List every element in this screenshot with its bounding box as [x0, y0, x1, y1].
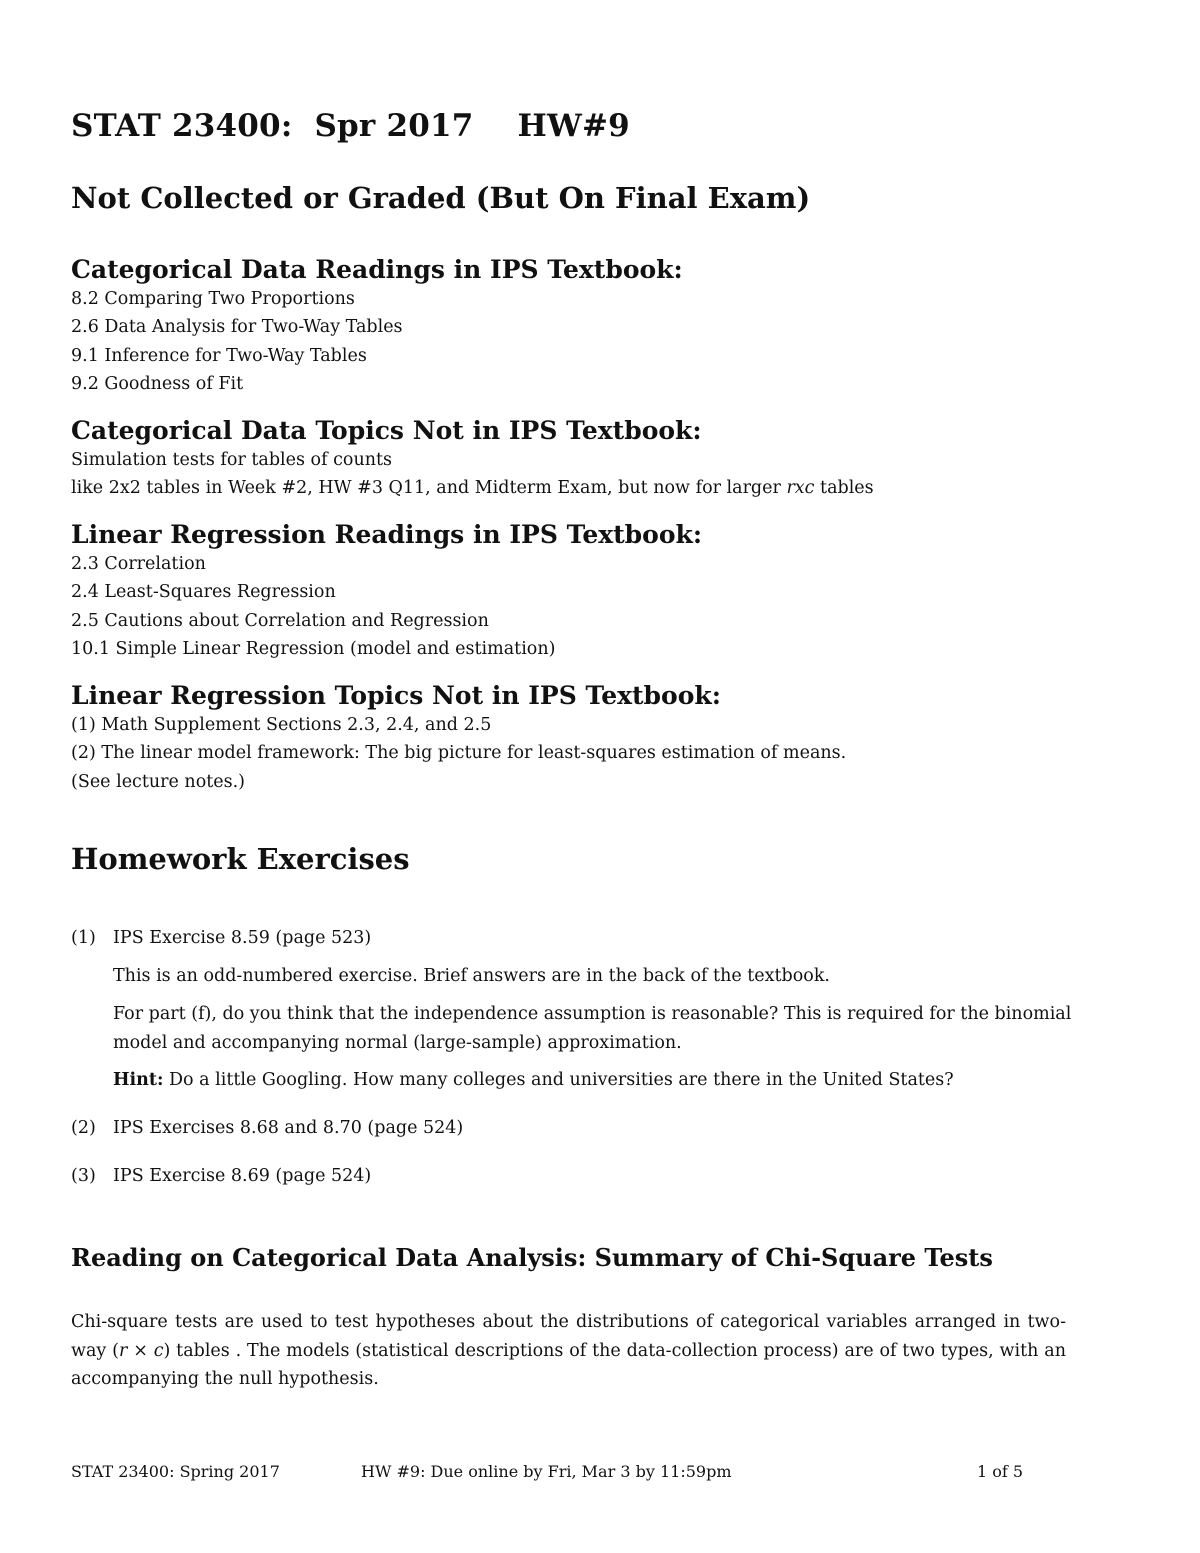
list-item: 8.2 Comparing Two Proportions	[71, 289, 355, 309]
exercise-2	[71, 1114, 463, 1143]
page-title: STAT 23400: Spr 2017 HW#9	[71, 108, 630, 144]
list-item: (1) Math Supplement Sections 2.3, 2.4, and 2.5	[71, 715, 492, 735]
exercise-number: (3)	[71, 1166, 96, 1186]
text-span: Chi-square tests are used to test hypotheses about the distributions of categorical variables arranged in two-way (	[71, 1312, 1066, 1361]
math-rxc: rxc	[786, 478, 815, 499]
exercise-number: (1)	[71, 928, 96, 948]
section-heading: Linear Regression Readings in IPS Textbook:	[71, 520, 703, 549]
exercise-number: (2)	[71, 1118, 96, 1138]
exercise-text: IPS Exercises 8.68 and 8.70 (page 524)	[113, 1118, 464, 1138]
exercise-1-note: This is an odd-numbered exercise. Brief answers are in the back of the textbook.	[113, 966, 830, 986]
page-subtitle: Not Collected or Graded (But On Final Exam)	[71, 181, 811, 215]
section-heading: Categorical Data Readings in IPS Textbook:	[71, 255, 683, 284]
footer-center: HW #9: Due online by Fri, Mar 3 by 11:59pm	[361, 1462, 732, 1481]
footer-page-number: 1 of 5	[977, 1462, 1024, 1481]
exercise-1-question: For part (f), do you think that the independence assumption is reasonable? This is required for the binomial model and accompanying normal (large-sample) approximation.	[113, 1004, 1072, 1053]
list-item: (2) The linear model framework: The big picture for least-squares estimation of means.	[71, 743, 847, 764]
list-item: 10.1 Simple Linear Regression (model and estimation)	[71, 638, 556, 659]
list-item: 2.5 Cautions about Correlation and Regression	[71, 610, 489, 631]
exercise-3	[71, 1162, 371, 1191]
reading-heading: Reading on Categorical Data Analysis: Summary of Chi-Square Tests	[71, 1243, 993, 1272]
footer-left: STAT 23400: Spring 2017	[71, 1462, 280, 1481]
list-item	[71, 474, 874, 502]
list-item: 9.2 Goodness of Fit	[71, 373, 244, 394]
list-item: 9.1 Inference for Two-Way Tables	[71, 345, 367, 366]
section-regression-topics	[71, 681, 846, 796]
homework-heading: Homework Exercises	[71, 842, 410, 876]
section-regression-readings	[71, 520, 702, 663]
list-item: 2.3 Correlation	[71, 554, 206, 574]
section-heading: Categorical Data Topics Not in IPS Textbook:	[71, 416, 702, 445]
list-item: 2.4 Least-Squares Regression	[71, 582, 336, 603]
reading-paragraph	[71, 1308, 1066, 1394]
text-span: tables	[814, 478, 874, 499]
math-r-times-c: r × c	[118, 1340, 164, 1361]
exercise-1-hint	[113, 1066, 1073, 1095]
hint-label: Hint:	[113, 1070, 164, 1090]
list-item: 2.6 Data Analysis for Two-Way Tables	[71, 317, 403, 338]
hint-text: Do a little Googling. How many colleges and universities are there in the United States?	[163, 1070, 954, 1090]
section-categorical-readings	[71, 255, 683, 398]
exercise-text: IPS Exercise 8.69 (page 524)	[113, 1166, 372, 1186]
exercise-text: IPS Exercise 8.59 (page 523)	[113, 928, 372, 948]
section-heading: Linear Regression Topics Not in IPS Textbook:	[71, 681, 721, 710]
section-categorical-topics	[71, 416, 874, 503]
text-span: like 2x2 tables in Week #2, HW #3 Q11, and Midterm Exam, but now for larger	[71, 478, 787, 499]
list-item: Simulation tests for tables of counts	[71, 450, 392, 470]
exercise-1	[71, 924, 371, 953]
list-item: (See lecture notes.)	[71, 771, 246, 792]
text-span: ) tables . The models (statistical descriptions of the data-collection process) are of two types, with an accompanying the null hypothesis.	[71, 1340, 1066, 1389]
